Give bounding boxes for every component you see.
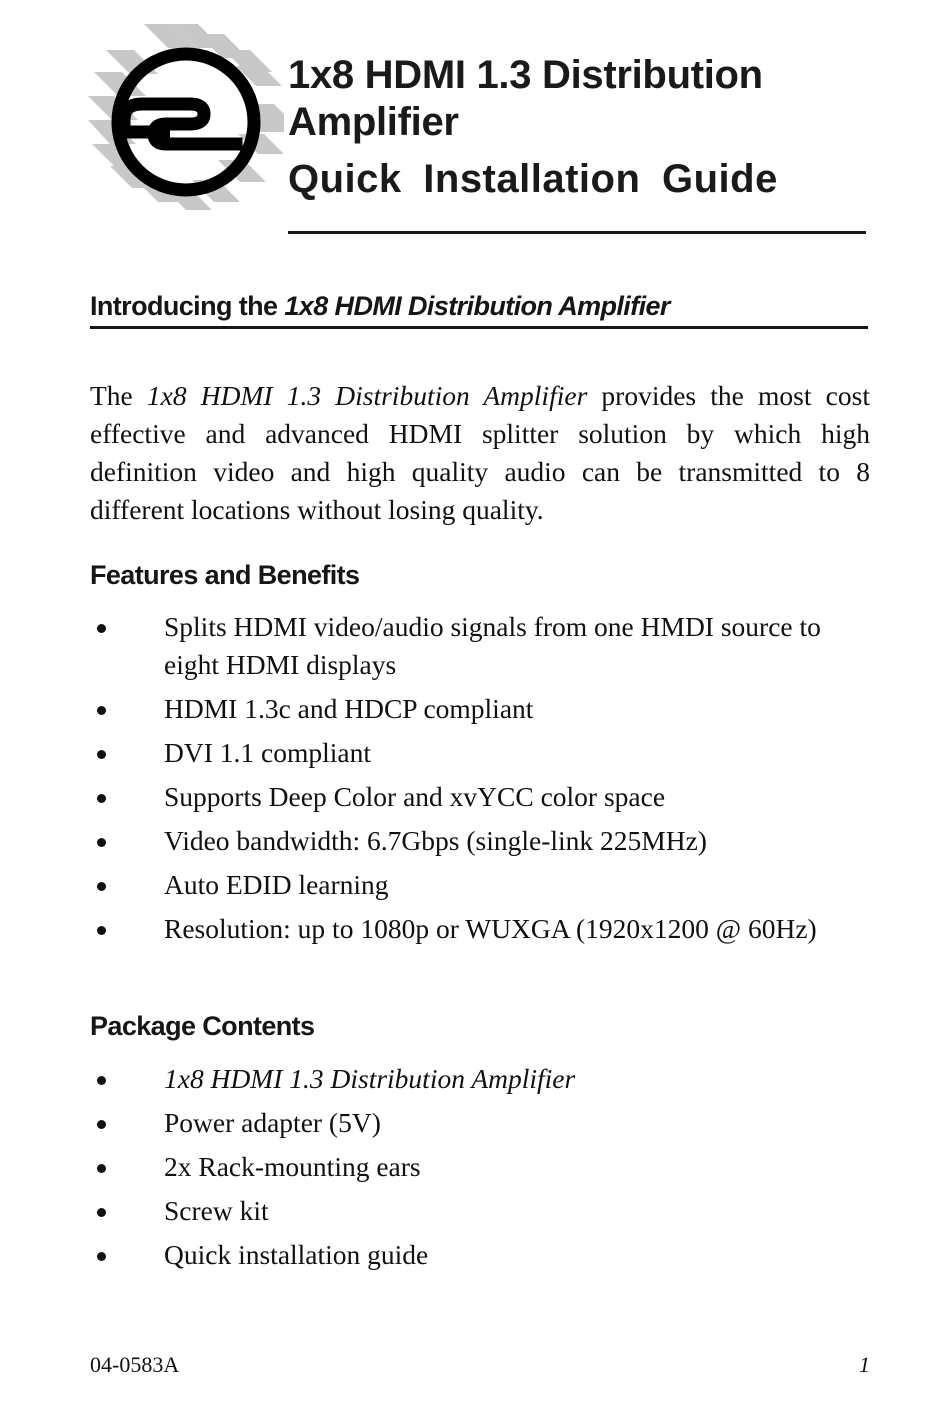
title-line-1: 1x8 HDMI 1.3 Distribution bbox=[288, 53, 763, 97]
brand-logo-icon bbox=[86, 20, 286, 215]
bullet-dot-icon bbox=[97, 750, 106, 759]
paragraph-suffix: provides the most cost effective and advanced HDMI splitter solution by which high definition video and high quality audio can be transmitted to 8 different locations without losing quality. bbox=[90, 379, 870, 525]
list-item-label: Splits HDMI video/audio signals from one HMDI source to eight HDMI displays bbox=[164, 611, 821, 680]
introducing-heading-product: 1x8 HDMI Distribution Amplifier bbox=[284, 291, 670, 321]
package-contents-heading: Package Contents bbox=[90, 1011, 315, 1041]
introducing-heading-prefix: Introducing the bbox=[90, 291, 285, 321]
list-item bbox=[90, 1060, 880, 1098]
list-item-label: Screw kit bbox=[164, 1195, 269, 1226]
bullet-dot-icon bbox=[97, 1208, 106, 1217]
title-divider bbox=[288, 231, 866, 234]
list-item-label: Power adapter (5V) bbox=[164, 1107, 381, 1138]
features-heading: Features and Benefits bbox=[90, 560, 360, 590]
list-item bbox=[90, 690, 880, 728]
title-line-2: Amplifier bbox=[288, 100, 459, 144]
list-item-label: Video bandwidth: 6.7Gbps (single-link 225MHz) bbox=[164, 825, 707, 856]
list-item bbox=[90, 866, 880, 904]
list-item-label: Supports Deep Color and xvYCC color space bbox=[164, 781, 666, 812]
list-item bbox=[90, 734, 880, 772]
list-item bbox=[90, 822, 880, 860]
introducing-paragraph bbox=[90, 377, 870, 529]
list-item bbox=[90, 1104, 880, 1142]
page-footer bbox=[90, 1352, 870, 1384]
package-contents-list bbox=[90, 1060, 880, 1280]
page-number: 1 bbox=[859, 1352, 870, 1377]
list-item bbox=[90, 778, 880, 816]
list-item bbox=[90, 608, 880, 684]
bullet-dot-icon bbox=[97, 1120, 106, 1129]
list-item-label: 1x8 HDMI 1.3 Distribution Amplifier bbox=[164, 1063, 576, 1094]
bullet-dot-icon bbox=[97, 1164, 106, 1173]
introducing-heading bbox=[90, 291, 880, 321]
bullet-dot-icon bbox=[97, 926, 106, 935]
list-item-label: 2x Rack-mounting ears bbox=[164, 1151, 421, 1182]
document-header bbox=[0, 0, 950, 250]
list-item bbox=[90, 1148, 880, 1186]
list-item bbox=[90, 1192, 880, 1230]
paragraph-prefix: The bbox=[90, 379, 147, 411]
list-item bbox=[90, 1236, 880, 1274]
document-number: 04-0583A bbox=[90, 1352, 180, 1377]
list-item-label: DVI 1.1 compliant bbox=[164, 737, 371, 768]
paragraph-product-name: 1x8 HDMI 1.3 Distribution Amplifier bbox=[146, 379, 588, 411]
bullet-dot-icon bbox=[97, 794, 106, 803]
list-item-label: HDMI 1.3c and HDCP compliant bbox=[164, 693, 534, 724]
features-list bbox=[90, 608, 880, 954]
bullet-dot-icon bbox=[97, 1076, 106, 1085]
bullet-dot-icon bbox=[97, 1252, 106, 1261]
document-title-block bbox=[288, 52, 868, 206]
list-item-label: Quick installation guide bbox=[164, 1239, 429, 1270]
document-subtitle: Quick Installation Guide bbox=[288, 157, 778, 201]
bullet-dot-icon bbox=[97, 706, 106, 715]
list-item-label: Auto EDID learning bbox=[164, 869, 389, 900]
bullet-dot-icon bbox=[97, 624, 106, 633]
bullet-dot-icon bbox=[97, 838, 106, 847]
list-item bbox=[90, 910, 880, 948]
list-item-label: Resolution: up to 1080p or WUXGA (1920x1200 @ 60Hz) bbox=[164, 913, 817, 944]
bullet-dot-icon bbox=[97, 882, 106, 891]
introducing-divider bbox=[90, 326, 868, 329]
